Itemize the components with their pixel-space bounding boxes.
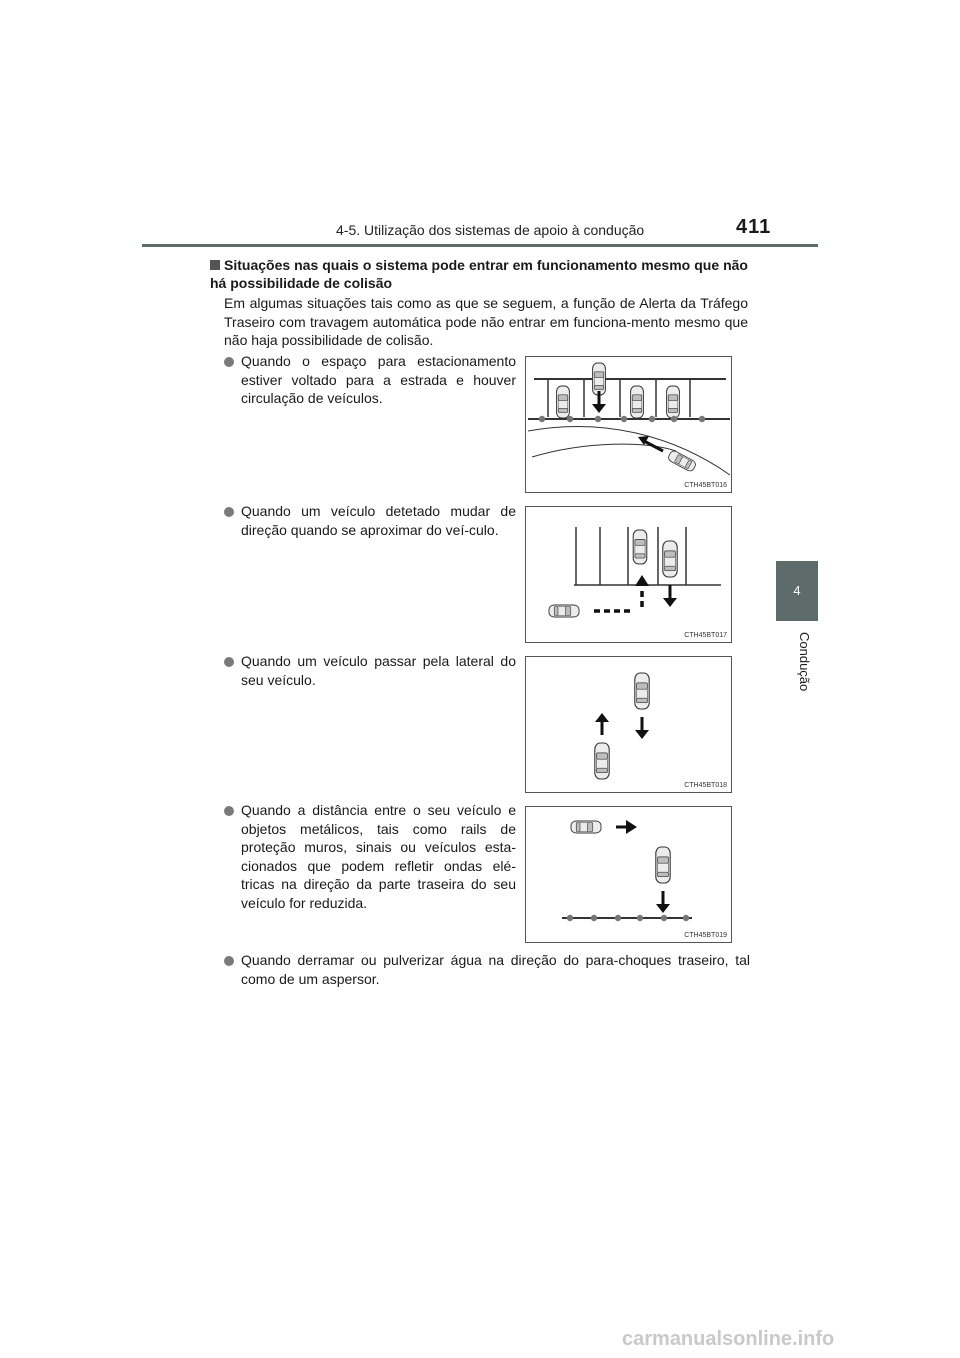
bullet-dot-icon [224,657,234,667]
figure-metal-objects [525,806,732,943]
figure-code: CTH45BT019 [684,932,727,939]
bullet-dot-icon [224,806,234,816]
bullet-text: Quando um veículo detetado mudar de direção quando se aproximar do veí-culo. [241,503,516,538]
intro-paragraph: Em algumas situações tais como as que se seguem, a função de Alerta da Tráfego Traseiro com travagem automática pode não entrar em funciona-mento mesmo que não haja possibilidade de colisão. [224,295,748,348]
figure-illustration [526,357,733,494]
section-heading [210,256,748,292]
bullet-item [224,652,516,689]
running-header: 4-5. Utilização dos sistemas de apoio à condução [336,222,645,238]
header-rule [142,244,818,247]
bullet-dot-icon [224,956,234,966]
figure-illustration [526,507,733,644]
bullet-item [224,502,516,539]
page-number: 411 [736,216,772,238]
square-bullet-icon [210,260,220,270]
figure-vehicle-passing [525,656,732,793]
bullet-dot-icon [224,507,234,517]
figure-vehicle-turning [525,506,732,643]
bullet-text: Quando o espaço para estacionamento estiver voltado para a estrada e houver circulação de veículos. [241,353,516,406]
figure-code: CTH45BT016 [684,482,727,489]
figure-illustration [526,807,733,944]
bullet-item [224,352,516,408]
chapter-tab[interactable]: 4 [776,561,818,621]
bullet-text: Quando derramar ou pulverizar água na direção do para-choques traseiro, tal como de um aspersor. [241,952,750,987]
chapter-label: Condução [797,632,812,692]
figure-code: CTH45BT018 [684,782,727,789]
bullet-text: Quando a distância entre o seu veículo e objetos metálicos, tais como rails de proteção muros, sinais ou veículos esta-cionados que podem refletir ondas elé-tricas na direção da parte traseira do seu veículo for reduzida. [241,802,516,911]
bullet-text: Quando um veículo passar pela lateral do seu veículo. [241,653,516,688]
section-title-text: Situações nas quais o sistema pode entrar em funcionamento mesmo que não há possibilidade de colisão [210,257,748,291]
figure-illustration [526,657,733,794]
watermark: carmanualsonline.info [622,1328,835,1350]
bullet-item [224,801,516,912]
bullet-dot-icon [224,357,234,367]
figure-parking-facing-road [525,356,732,493]
bullet-item [224,951,750,988]
figure-code: CTH45BT017 [684,632,727,639]
